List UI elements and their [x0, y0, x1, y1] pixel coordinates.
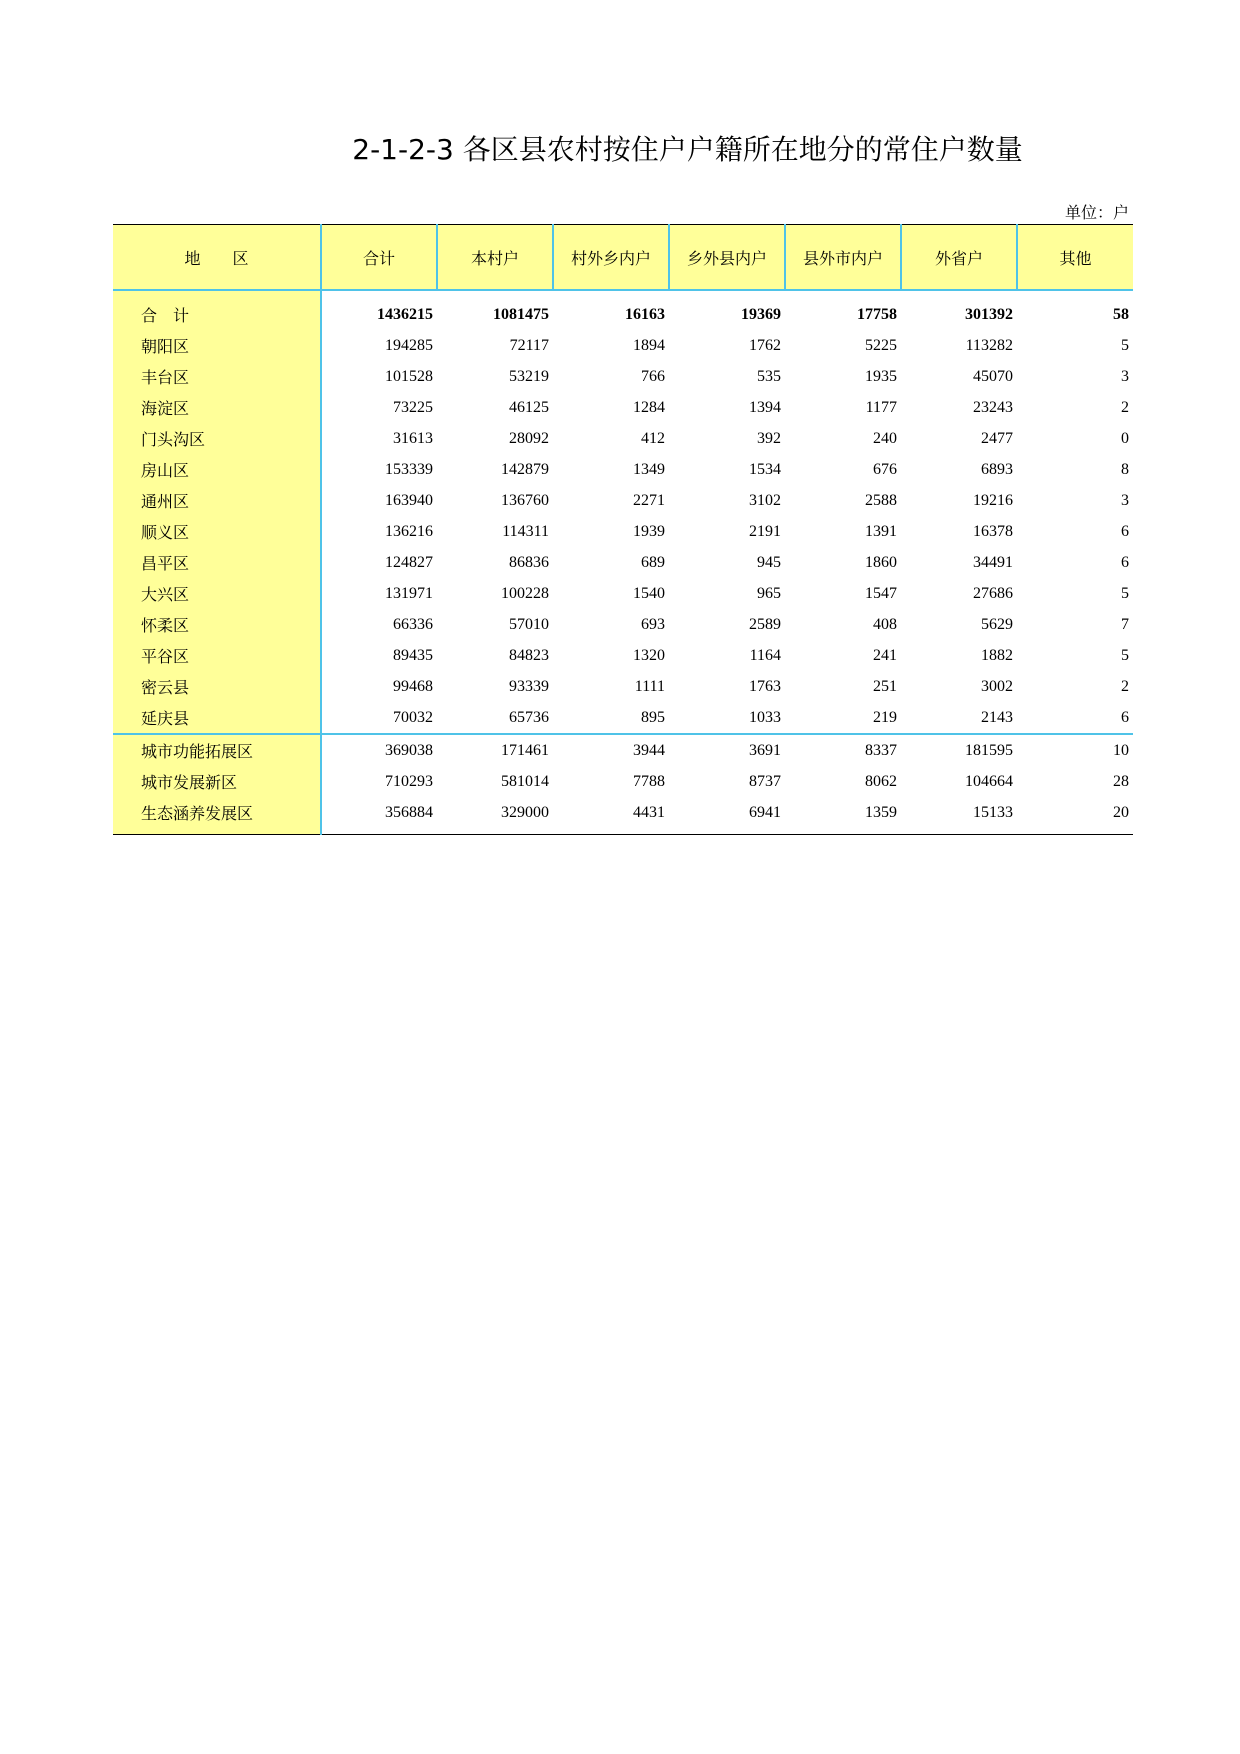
value-cell: 676	[873, 460, 897, 478]
value-cell: 689	[641, 553, 665, 571]
value-cell: 65736	[509, 708, 549, 726]
region-name: 大兴区	[113, 578, 321, 609]
region-name: 城市发展新区	[113, 766, 321, 797]
value-cell: 3691	[669, 734, 785, 766]
value-cell: 153339	[385, 460, 433, 478]
value-cell: 8	[1121, 460, 1129, 478]
value-cell: 6	[1121, 708, 1129, 726]
value-cell: 124827	[385, 553, 433, 571]
value-cell: 57010	[509, 615, 549, 633]
region-name: 延庆县	[113, 702, 321, 734]
value-cell: 136760	[501, 491, 549, 509]
column-header-other: 其他	[1017, 225, 1133, 291]
value-cell: 31613	[393, 429, 433, 447]
value-cell: 2477	[981, 429, 1013, 447]
value-cell: 89435	[393, 646, 433, 664]
value-cell: 5225	[865, 336, 897, 354]
value-cell: 240	[873, 429, 897, 447]
value-cell: 6893	[981, 460, 1013, 478]
column-header-region: 地 区	[113, 225, 321, 291]
value-cell: 34491	[973, 553, 1013, 571]
value-cell: 1882	[981, 646, 1013, 664]
region-name: 门头沟区	[113, 423, 321, 454]
value-cell: 1894	[633, 336, 665, 354]
column-header-same-village: 本村户	[437, 225, 553, 291]
region-name: 生态涵养发展区	[113, 797, 321, 835]
value-cell: 45070	[973, 367, 1013, 385]
value-cell: 369038	[321, 734, 437, 766]
region-name: 怀柔区	[113, 609, 321, 640]
column-header-other-township-same-county: 乡外县内户	[669, 225, 785, 291]
value-cell: 3944	[553, 734, 669, 766]
region-name: 房山区	[113, 454, 321, 485]
value-cell: 1860	[865, 553, 897, 571]
value-cell: 241	[873, 646, 897, 664]
value-cell: 6	[1121, 522, 1129, 540]
value-cell: 7	[1121, 615, 1129, 633]
value-cell: 10	[1017, 734, 1133, 766]
value-cell: 93339	[509, 677, 549, 695]
value-cell: 1033	[749, 708, 781, 726]
value-cell: 163940	[385, 491, 433, 509]
value-cell: 945	[757, 553, 781, 571]
table-body	[113, 290, 1133, 835]
column-header-total: 合计	[321, 225, 437, 291]
value-cell: 8337	[785, 734, 901, 766]
value-cell: 965	[757, 584, 781, 602]
value-cell: 1534	[749, 460, 781, 478]
value-cell: 23243	[973, 398, 1013, 416]
value-cell: 3002	[981, 677, 1013, 695]
value-cell: 1391	[865, 522, 897, 540]
value-cell: 27686	[973, 584, 1013, 602]
value-cell: 20	[1017, 797, 1133, 835]
column-header-other-village-same-township: 村外乡内户	[553, 225, 669, 291]
value-cell: 3	[1121, 491, 1129, 509]
value-cell: 136216	[385, 522, 433, 540]
column-header-other-county-same-city: 县外市内户	[785, 225, 901, 291]
region-name: 昌平区	[113, 547, 321, 578]
value-cell: 356884	[321, 797, 437, 835]
table-row	[113, 797, 1133, 835]
value-cell: 895	[641, 708, 665, 726]
table-row	[113, 423, 1133, 454]
value-cell: 66336	[393, 615, 433, 633]
value-cell: 131971	[385, 584, 433, 602]
value-cell: 1540	[633, 584, 665, 602]
region-name: 海淀区	[113, 392, 321, 423]
households-table	[113, 224, 1133, 835]
value-cell: 46125	[509, 398, 549, 416]
unit-label: 单位：户	[1064, 203, 1129, 222]
value-cell: 408	[873, 615, 897, 633]
value-cell: 194285	[385, 336, 433, 354]
table-row	[113, 330, 1133, 361]
table-row	[113, 578, 1133, 609]
value-cell: 0	[1121, 429, 1129, 447]
value-cell: 16378	[973, 522, 1013, 540]
value-cell: 392	[757, 429, 781, 447]
value-cell: 535	[757, 367, 781, 385]
value-cell: 86836	[509, 553, 549, 571]
value-cell: 1939	[633, 522, 665, 540]
value-cell: 301392	[965, 305, 1013, 323]
value-cell: 2143	[981, 708, 1013, 726]
value-cell: 2588	[865, 491, 897, 509]
value-cell: 15133	[901, 797, 1017, 835]
value-cell: 1547	[865, 584, 897, 602]
table-row	[113, 392, 1133, 423]
value-cell: 3	[1121, 367, 1129, 385]
value-cell: 17758	[857, 305, 897, 323]
value-cell: 219	[873, 708, 897, 726]
value-cell: 766	[641, 367, 665, 385]
value-cell: 1320	[633, 646, 665, 664]
table-row	[113, 454, 1133, 485]
value-cell: 114311	[502, 522, 549, 540]
value-cell: 412	[641, 429, 665, 447]
value-cell: 5	[1121, 336, 1129, 354]
value-cell: 181595	[901, 734, 1017, 766]
value-cell: 113282	[965, 336, 1013, 354]
value-cell: 99468	[393, 677, 433, 695]
value-cell: 581014	[501, 772, 549, 790]
value-cell: 73225	[393, 398, 433, 416]
table-row	[113, 547, 1133, 578]
region-name: 通州区	[113, 485, 321, 516]
region-name: 丰台区	[113, 361, 321, 392]
value-cell: 8062	[865, 772, 897, 790]
value-cell: 1081475	[493, 305, 549, 323]
value-cell: 693	[641, 615, 665, 633]
value-cell: 101528	[385, 367, 433, 385]
value-cell: 70032	[393, 708, 433, 726]
value-cell: 142879	[501, 460, 549, 478]
value-cell: 28	[1113, 772, 1129, 790]
value-cell: 6941	[669, 797, 785, 835]
value-cell: 5629	[981, 615, 1013, 633]
value-cell: 5	[1121, 646, 1129, 664]
total-row	[113, 290, 1133, 330]
value-cell: 2	[1121, 398, 1129, 416]
value-cell: 7788	[633, 772, 665, 790]
table-row	[113, 671, 1133, 702]
value-cell: 19216	[973, 491, 1013, 509]
value-cell: 1436215	[377, 305, 433, 323]
table-row	[113, 734, 1133, 766]
table-row	[113, 609, 1133, 640]
region-name: 合 计	[113, 290, 321, 330]
value-cell: 1111	[634, 677, 665, 695]
value-cell: 2271	[633, 491, 665, 509]
value-cell: 2	[1121, 677, 1129, 695]
value-cell: 4431	[553, 797, 669, 835]
value-cell: 251	[873, 677, 897, 695]
value-cell: 19369	[741, 305, 781, 323]
table-row	[113, 516, 1133, 547]
value-cell: 104664	[965, 772, 1013, 790]
value-cell: 53219	[509, 367, 549, 385]
value-cell: 1762	[749, 336, 781, 354]
value-cell: 171461	[437, 734, 553, 766]
value-cell: 1349	[633, 460, 665, 478]
value-cell: 84823	[509, 646, 549, 664]
value-cell: 1284	[633, 398, 665, 416]
header-row	[113, 225, 1133, 291]
value-cell: 6	[1121, 553, 1129, 571]
region-name: 朝阳区	[113, 330, 321, 361]
value-cell: 8737	[749, 772, 781, 790]
value-cell: 2589	[749, 615, 781, 633]
table-row	[113, 485, 1133, 516]
value-cell: 58	[1113, 305, 1129, 323]
value-cell: 710293	[385, 772, 433, 790]
table-row	[113, 766, 1133, 797]
value-cell: 1359	[785, 797, 901, 835]
table-row	[113, 361, 1133, 392]
value-cell: 1164	[749, 646, 781, 664]
column-header-other-province: 外省户	[901, 225, 1017, 291]
value-cell: 1177	[865, 398, 897, 416]
value-cell: 72117	[509, 336, 549, 354]
value-cell: 1935	[865, 367, 897, 385]
value-cell: 1763	[749, 677, 781, 695]
value-cell: 16163	[625, 305, 665, 323]
region-name: 平谷区	[113, 640, 321, 671]
value-cell: 1394	[749, 398, 781, 416]
table-title: 2-1-2-3 各区县农村按住户户籍所在地分的常住户数量	[352, 133, 1023, 166]
table-row	[113, 702, 1133, 734]
value-cell: 5	[1121, 584, 1129, 602]
region-name: 城市功能拓展区	[113, 734, 321, 766]
value-cell: 2191	[749, 522, 781, 540]
value-cell: 28092	[509, 429, 549, 447]
value-cell: 3102	[749, 491, 781, 509]
region-name: 密云县	[113, 671, 321, 702]
region-name: 顺义区	[113, 516, 321, 547]
table-row	[113, 640, 1133, 671]
value-cell: 100228	[501, 584, 549, 602]
value-cell: 329000	[437, 797, 553, 835]
